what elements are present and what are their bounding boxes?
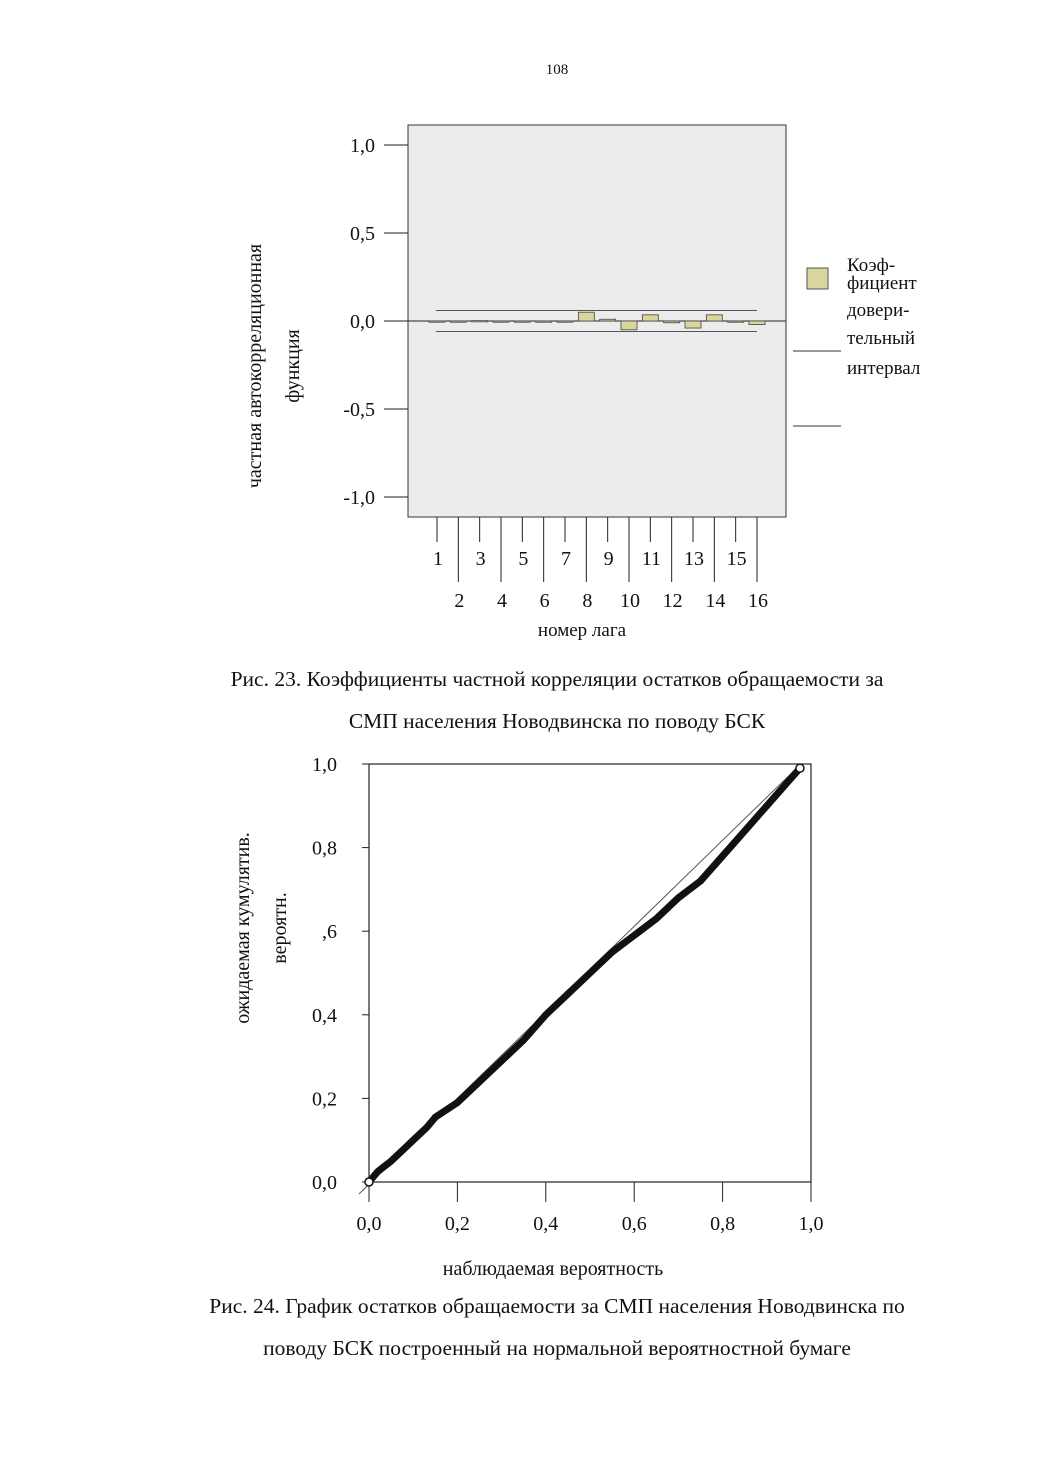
pp-x-tick-label: 0,2 <box>444 1213 470 1235</box>
pacf-bar <box>600 319 616 321</box>
pp-y-tick-label: ,6 <box>322 921 337 944</box>
pacf-bar <box>472 321 488 322</box>
pacf-y-label-line-2: функция <box>282 329 304 403</box>
pacf-bar <box>728 321 744 322</box>
pp-x-axis-label: наблюдаемая вероятность <box>442 1258 664 1280</box>
pacf-bar <box>749 321 765 325</box>
pacf-y-tick-label: -1,0 <box>343 487 375 509</box>
page-number: 108 <box>545 62 569 78</box>
pacf-x-tick-label: 9 <box>603 548 614 570</box>
pp-x-tick-label: 0,8 <box>710 1213 736 1235</box>
pacf-x-tick-label: 8 <box>582 590 593 612</box>
pacf-x-tick-label: 14 <box>705 590 726 612</box>
pp-y-tick-label: 0,8 <box>312 837 337 860</box>
pacf-bar <box>450 321 466 322</box>
pp-end-marker <box>365 1178 373 1186</box>
pacf-x-axis <box>433 517 768 612</box>
legend-swatch-coefficient <box>807 268 828 289</box>
pacf-bar <box>578 312 594 321</box>
pacf-x-tick-label: 1 <box>433 548 443 570</box>
figure-24-caption-line-2: поводу БСК построенный на нормальной вероятностной бумаге <box>263 1336 851 1360</box>
pacf-bar <box>685 321 701 328</box>
pacf-x-tick-label: 7 <box>561 548 571 570</box>
pacf-x-tick-label: 12 <box>662 590 683 612</box>
pacf-x-tick-label: 5 <box>518 548 529 570</box>
pp-y-tick-label: 0,2 <box>312 1088 337 1111</box>
pacf-x-tick-label: 15 <box>726 548 747 570</box>
pacf-y-axis-label <box>244 244 304 488</box>
pacf-bar <box>429 321 445 322</box>
pacf-bar <box>493 321 509 322</box>
pacf-bar <box>642 315 658 321</box>
pp-y-tick-label: 0,4 <box>312 1004 337 1027</box>
pacf-bar <box>557 321 573 322</box>
pacf-x-tick-label: 2 <box>454 590 465 612</box>
legend-ci-line-3: интервал <box>847 358 921 379</box>
pacf-y-axis <box>343 135 408 509</box>
pacf-x-axis-label: номер лага <box>537 620 627 641</box>
pacf-x-tick-label: 4 <box>497 590 507 612</box>
pp-end-marker <box>796 764 804 772</box>
pacf-bar <box>536 321 552 322</box>
figure-23-chart <box>244 125 921 641</box>
figure-24-caption-line-1: Рис. 24. График остатков обращаемости за СМП населения Новодвинска по <box>209 1294 905 1318</box>
pp-y-tick-label: 1,0 <box>312 754 337 776</box>
pacf-x-tick-label: 6 <box>539 590 550 612</box>
pp-y-label-line-2: вероятн. <box>269 892 291 964</box>
pacf-y-label-line-1: частная автокорреляционная <box>244 243 266 489</box>
pacf-bar <box>621 321 637 330</box>
pacf-legend <box>793 255 921 426</box>
pacf-y-tick-label: 0,5 <box>350 223 375 245</box>
legend-coef-line-1: Коэф- <box>847 255 896 276</box>
figure-23-caption-line-1: Рис. 23. Коэффициенты частной корреляции остатков обращаемости за <box>230 667 884 691</box>
pp-y-tick-label: 0,0 <box>312 1172 337 1194</box>
pacf-x-tick-label: 16 <box>748 590 768 612</box>
pacf-y-tick-label: -0,5 <box>343 399 375 421</box>
pp-x-tick-label: 1,0 <box>798 1213 824 1235</box>
pacf-bar <box>664 321 680 323</box>
pp-x-tick-label: 0,6 <box>621 1213 647 1235</box>
pp-y-axis-label <box>232 832 291 1024</box>
pacf-x-tick-label: 10 <box>620 590 640 612</box>
pp-x-tick-label: 0,4 <box>533 1213 559 1235</box>
pp-x-tick-label: 0,0 <box>356 1213 382 1235</box>
legend-coef-line-2: фициент <box>847 273 917 294</box>
pacf-y-tick-label: 1,0 <box>350 135 375 157</box>
pacf-x-tick-label: 13 <box>684 548 704 570</box>
figure-23-caption-line-2: СМП населения Новодвинска по поводу БСК <box>348 709 766 733</box>
legend-ci-line-1: довери- <box>847 300 910 321</box>
legend-ci-line-2: тельный <box>847 328 915 349</box>
pacf-y-tick-label: 0,0 <box>350 311 375 333</box>
pacf-bar <box>514 321 530 322</box>
figure-24-chart <box>232 754 824 1280</box>
pacf-x-tick-label: 3 <box>475 548 486 570</box>
pp-y-label-line-1: ожидаемая кумулятив. <box>232 832 254 1024</box>
pacf-x-tick-label: 11 <box>641 548 661 570</box>
pacf-bar <box>706 315 722 321</box>
